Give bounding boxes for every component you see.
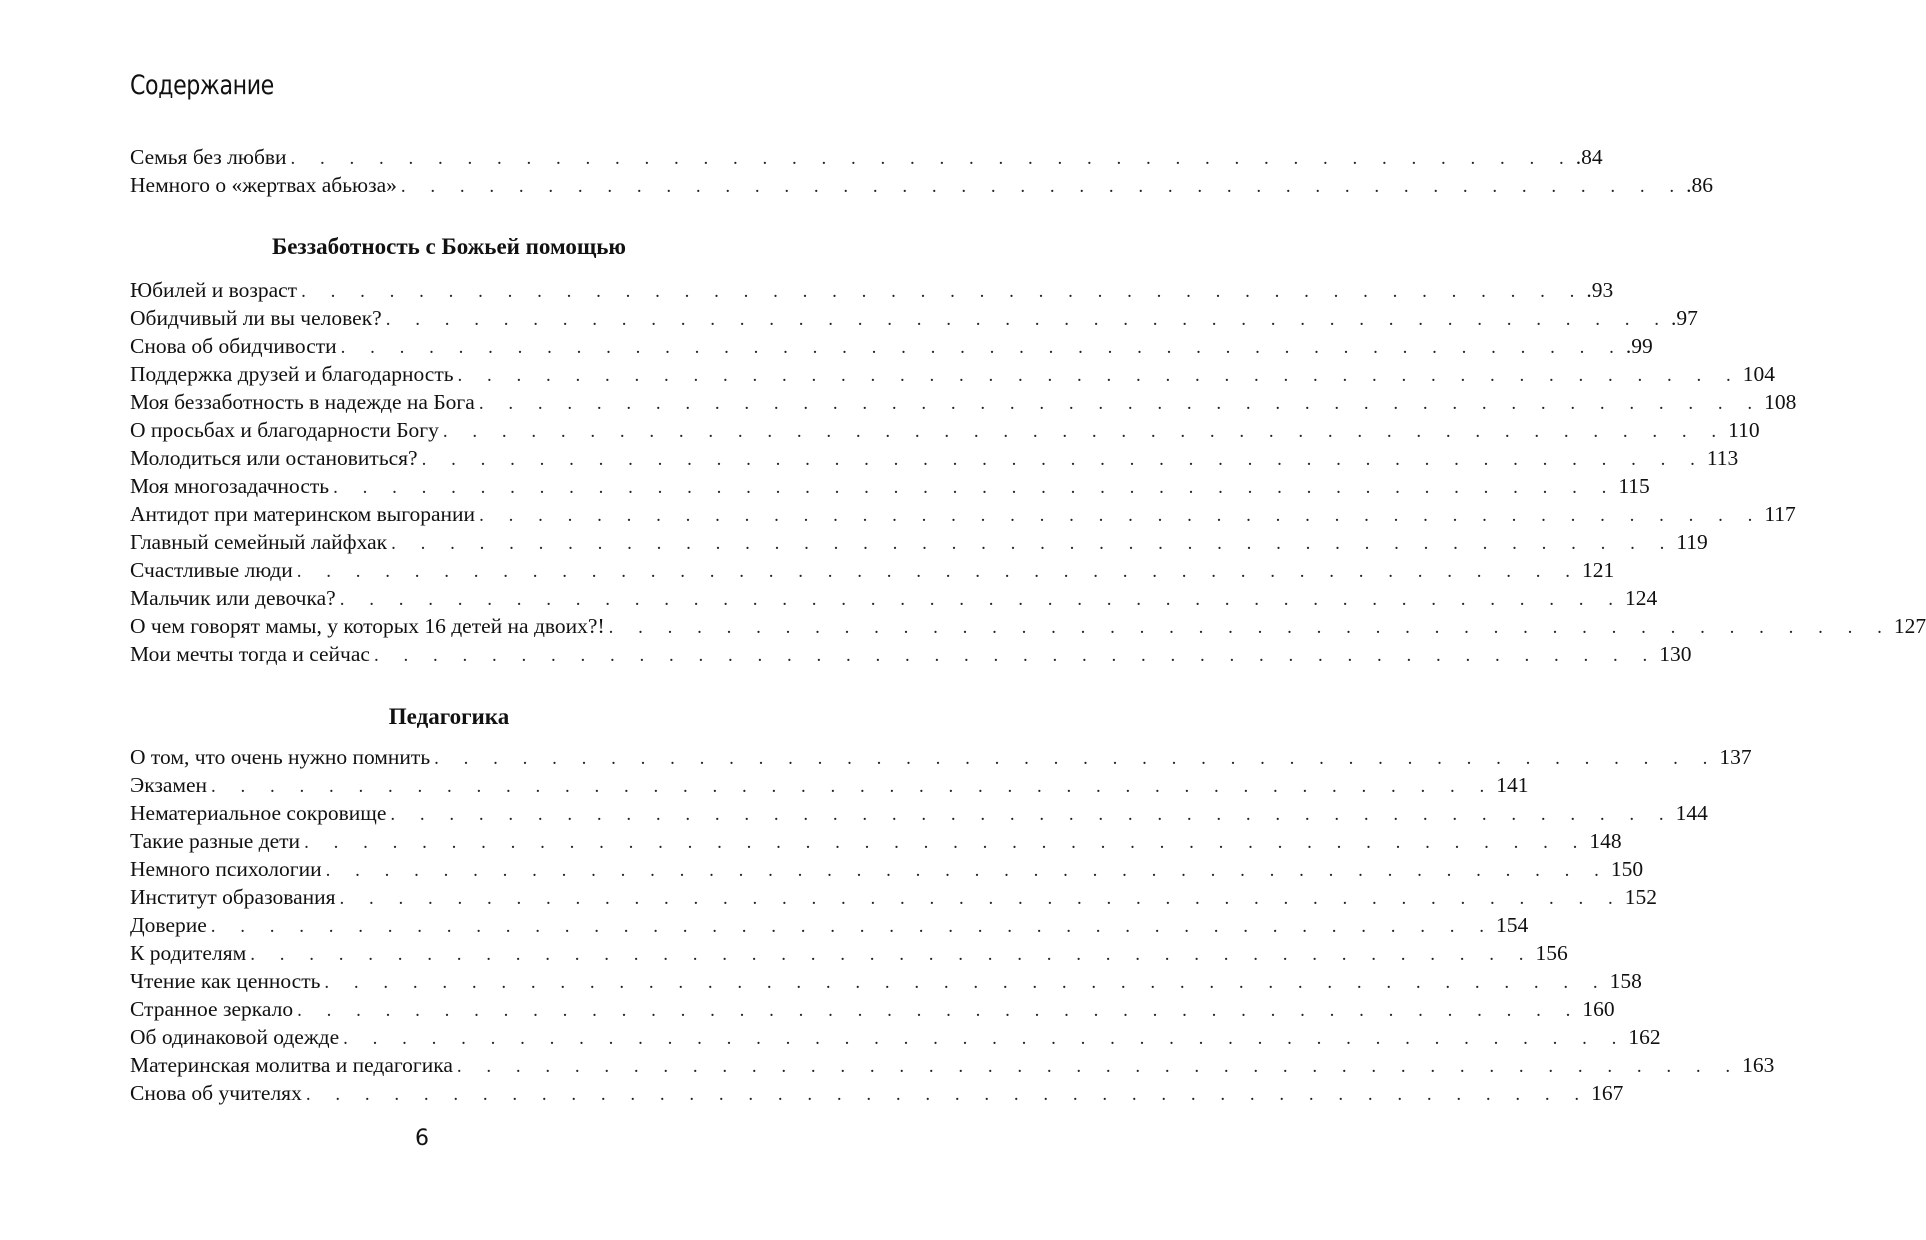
toc-entry — [130, 556, 1615, 584]
toc-entry — [130, 771, 1529, 799]
toc-entry-title: Материнская молитва и педагогика — [130, 1053, 453, 1077]
toc-entry — [130, 143, 1603, 171]
toc-entry-title: Институт образования — [130, 885, 336, 909]
toc-section-2 — [130, 743, 1775, 1107]
toc-entry-page: 152 — [1624, 885, 1658, 909]
toc-entry-page: 150 — [1610, 857, 1644, 881]
toc-entry — [130, 360, 1776, 388]
toc-entry-title: Моя беззаботность в надежде на Бога — [130, 390, 475, 414]
toc-entry — [130, 500, 1796, 528]
toc-section-1 — [130, 276, 1926, 668]
dot-leader: . . . . . . . . . . . . . . . . . . . . . . . . . . . . . . . . . . . . . . . . . . . . — [325, 860, 1609, 881]
toc-entry-title: Доверие — [130, 913, 207, 937]
section-heading: Педагогика — [388, 704, 510, 729]
toc-entry — [130, 584, 1658, 612]
toc-entry — [130, 528, 1708, 556]
toc-entry — [130, 444, 1739, 472]
toc-entry-title: Снова об учителях — [130, 1081, 302, 1105]
toc-entry-title: О том, что очень нужно помнить — [130, 745, 431, 769]
toc-entry-title: Немного о «жертвах абьюза» — [130, 173, 397, 197]
toc-entry-page: 141 — [1496, 773, 1529, 797]
dot-leader: . . . . . . . . . . . . . . . . . . . . . . . . . . . . . . . . . . . . . . . . . . . . — [304, 832, 1588, 853]
toc-entry-title: Странное зеркало — [130, 997, 294, 1021]
toc-entry — [130, 743, 1752, 771]
dot-leader: . . . . . . . . . . . . . . . . . . . . . . . . . . . . . . . . . . . . . . . . . . . . — [390, 804, 1674, 825]
toc-entry-page: .84 — [1575, 145, 1603, 169]
toc-entry-title: Моя многозадачность — [130, 474, 330, 498]
dot-leader: . . . . . . . . . . . . . . . . . . . . . . . . . . . . . . . . . . . . . . . . . . . . — [333, 477, 1617, 498]
toc-entry — [130, 827, 1622, 855]
toc-entry-title: Счастливые люди — [130, 558, 293, 582]
toc-entry-page: 119 — [1676, 530, 1708, 554]
toc-entry-title: Юбилей и возраст — [130, 278, 298, 302]
toc-entry — [130, 967, 1642, 995]
toc-entry — [130, 171, 1713, 199]
dot-leader: . . . . . . . . . . . . . . . . . . . . . . . . . . . . . . . . . . . . . . . . . . . . — [343, 1028, 1627, 1049]
toc-entry-page: 110 — [1728, 418, 1760, 442]
toc-entry — [130, 799, 1708, 827]
dot-leader: . . . . . . . . . . . . . . . . . . . . . . . . . . . . . . . . . . . . . . . . . . . . — [434, 748, 1718, 769]
toc-entry — [130, 388, 1797, 416]
toc-entry-title: Чтение как ценность — [130, 969, 321, 993]
toc-entry-page: 160 — [1582, 997, 1615, 1021]
toc-entry — [130, 855, 1644, 883]
dot-leader: . . . . . . . . . . . . . . . . . . . . . . . . . . . . . . . . . . . . . . . . . . . . — [456, 1056, 1741, 1077]
toc-entry — [130, 1079, 1624, 1107]
toc-entry — [130, 640, 1692, 668]
toc-entry — [130, 995, 1615, 1023]
toc-entry-page: .99 — [1625, 334, 1653, 358]
toc-entry-page: 121 — [1581, 558, 1615, 582]
page-number: 6 — [415, 1126, 429, 1151]
dot-leader: . . . . . . . . . . . . . . . . . . . . . . . . . . . . . . . . . . . . . . . . . . . . — [385, 309, 1669, 330]
toc-entry-page: 137 — [1719, 745, 1752, 769]
toc-entry-page: 148 — [1589, 829, 1622, 853]
toc-entry-title: Антидот при материнском выгорании — [130, 502, 476, 526]
dot-leader: . . . . . . . . . . . . . . . . . . . . . . . . . . . . . . . . . . . . . . . . . . . . — [296, 561, 1580, 582]
dot-leader: . . . . . . . . . . . . . . . . . . . . . . . . . . . . . . . . . . . . . . . . . . . . — [391, 533, 1675, 554]
toc-entry — [130, 1023, 1661, 1051]
toc-entry-title: Немного психологии — [130, 857, 322, 881]
toc-entry-page: 127 — [1893, 614, 1926, 638]
toc-entry-page: 158 — [1609, 969, 1642, 993]
toc-entry-title: Молодиться или остановиться? — [130, 446, 418, 470]
dot-leader: . . . . . . . . . . . . . . . . . . . . . . . . . . . . . . . . . . . . . . . . . . . . — [340, 337, 1624, 358]
toc-entry — [130, 304, 1698, 332]
toc-entry-title: Мальчик или девочка? — [130, 586, 336, 610]
dot-leader: . . . . . . . . . . . . . . . . . . . . . . . . . . . . . . . . . . . . . . . . . . . . — [457, 365, 1741, 386]
dot-leader: . . . . . . . . . . . . . . . . . . . . . . . . . . . . . . . . . . . . . . . . . . . . — [339, 888, 1623, 909]
toc-entry — [130, 332, 1653, 360]
running-header: Содержание — [130, 70, 274, 101]
dot-leader: . . . . . . . . . . . . . . . . . . . . . . . . . . . . . . . . . . . . . . . . . . . . — [290, 148, 1574, 169]
dot-leader: . . . . . . . . . . . . . . . . . . . . . . . . . . . . . . . . . . . . . . . . . . . . — [301, 281, 1585, 302]
toc-entry-page: 167 — [1591, 1081, 1624, 1105]
toc-entry-title: О чем говорят мамы, у которых 16 детей на двоих?! — [130, 614, 605, 638]
dot-leader: . . . . . . . . . . . . . . . . . . . . . . . . . . . . . . . . . . . . . . . . . . . . — [324, 972, 1608, 993]
dot-leader: . . . . . . . . . . . . . . . . . . . . . . . . . . . . . . . . . . . . . . . . . . . . — [250, 944, 1534, 965]
toc-entry-page: 108 — [1764, 390, 1797, 414]
toc-entry-page: .93 — [1586, 278, 1614, 302]
toc-entry — [130, 276, 1614, 304]
section-heading: Беззаботность с Божьей помощью — [271, 234, 627, 259]
toc-entry-title: Такие разные дети — [130, 829, 301, 853]
toc-entry-title: Мои мечты тогда и сейчас — [130, 642, 370, 666]
toc-entry-page: 115 — [1618, 474, 1650, 498]
dot-leader: . . . . . . . . . . . . . . . . . . . . . . . . . . . . . . . . . . . . . . . . . . . . — [211, 776, 1495, 797]
dot-leader: . . . . . . . . . . . . . . . . . . . . . . . . . . . . . . . . . . . . . . . . . . . . — [373, 645, 1658, 666]
toc-entry-title: Об одинаковой одежде — [130, 1025, 340, 1049]
toc-entry-page: 154 — [1496, 913, 1529, 937]
dot-leader: . . . . . . . . . . . . . . . . . . . . . . . . . . . . . . . . . . . . . . . . . . . . — [608, 617, 1892, 638]
toc-entry-title: Обидчивый ли вы человек? — [130, 306, 382, 330]
toc-entry-page: .97 — [1670, 306, 1698, 330]
toc-entry-title: О просьбах и благодарности Богу — [130, 418, 439, 442]
toc-entry-title: К родителям — [130, 941, 247, 965]
toc-entry — [130, 472, 1650, 500]
toc-entry-page: 117 — [1764, 502, 1796, 526]
toc-entry-page: 162 — [1628, 1025, 1661, 1049]
toc-entry-page: 130 — [1659, 642, 1692, 666]
toc-entry-page: 113 — [1706, 446, 1739, 470]
toc-entry-page: 104 — [1742, 362, 1776, 386]
dot-leader: . . . . . . . . . . . . . . . . . . . . . . . . . . . . . . . . . . . . . . . . . . . . — [479, 505, 1763, 526]
toc-entry-page: 124 — [1624, 586, 1658, 610]
toc-entry-title: Снова об обидчивости — [130, 334, 337, 358]
toc-group-0 — [130, 143, 1713, 199]
dot-leader: . . . . . . . . . . . . . . . . . . . . . . . . . . . . . . . . . . . . . . . . . . . . — [478, 393, 1763, 414]
toc-entry-title: Экзамен — [130, 773, 208, 797]
dot-leader: . . . . . . . . . . . . . . . . . . . . . . . . . . . . . . . . . . . . . . . . . . . . — [339, 589, 1623, 610]
toc-entry — [130, 612, 1926, 640]
toc-entry-page: .86 — [1686, 173, 1713, 197]
toc-entry — [130, 416, 1760, 444]
toc-entry-title: Семья без любви — [130, 145, 287, 169]
toc-entry-title: Поддержка друзей и благодарность — [130, 362, 454, 386]
dot-leader: . . . . . . . . . . . . . . . . . . . . . . . . . . . . . . . . . . . . . . . . . . . . — [442, 421, 1727, 442]
toc-entry-page: 144 — [1675, 801, 1708, 825]
toc-entry-page: 156 — [1535, 941, 1568, 965]
dot-leader: . . . . . . . . . . . . . . . . . . . . . . . . . . . . . . . . . . . . . . . . . . . . — [297, 1000, 1581, 1021]
toc-entry-page: 163 — [1742, 1053, 1775, 1077]
toc-entry — [130, 911, 1529, 939]
toc-entry — [130, 1051, 1775, 1079]
dot-leader: . . . . . . . . . . . . . . . . . . . . . . . . . . . . . . . . . . . . . . . . . . . . — [421, 449, 1705, 470]
toc-entry — [130, 883, 1658, 911]
dot-leader: . . . . . . . . . . . . . . . . . . . . . . . . . . . . . . . . . . . . . . . . . . . . — [400, 176, 1685, 197]
toc-entry — [130, 939, 1568, 967]
toc-entry-title: Главный семейный лайфхак — [130, 530, 388, 554]
toc-entry-title: Нематериальное сокровище — [130, 801, 387, 825]
dot-leader: . . . . . . . . . . . . . . . . . . . . . . . . . . . . . . . . . . . . . . . . . . . . — [210, 916, 1495, 937]
dot-leader: . . . . . . . . . . . . . . . . . . . . . . . . . . . . . . . . . . . . . . . . . . . . — [305, 1084, 1590, 1105]
